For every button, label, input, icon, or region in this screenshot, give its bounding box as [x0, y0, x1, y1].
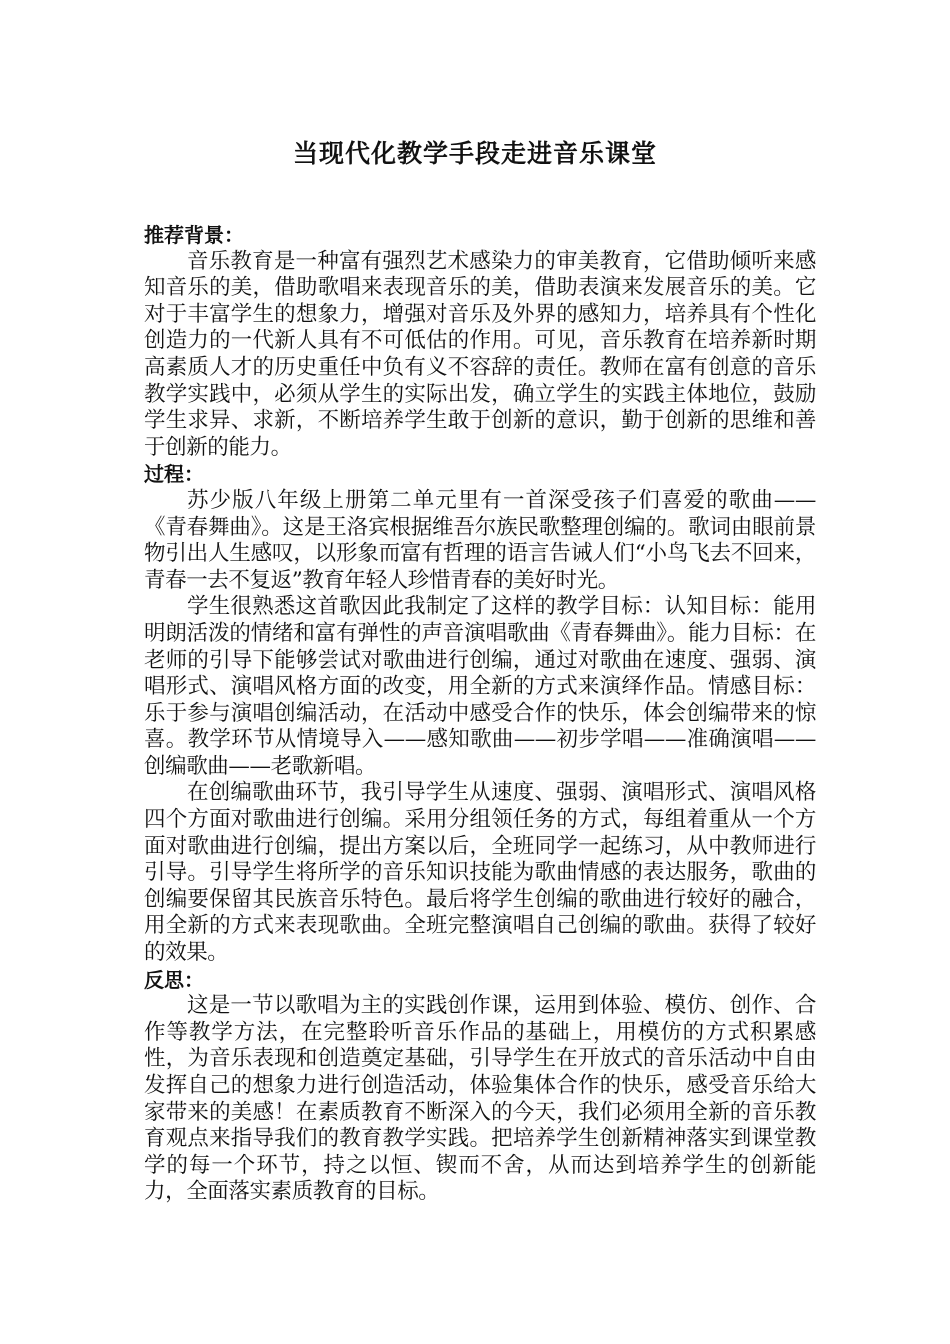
document-title: 当现代化教学手段走进音乐课堂 [292, 139, 657, 168]
section-process [144, 461, 816, 966]
paragraph: 这是一节以歌唱为主的实践创作课，运用到体验、模仿、创作、合作等教学方法，在完整聆听音乐作品的基础上，用模仿的方式积累感性，为音乐表现和创造奠定基础，引导学生在开放式的音乐活动中自由发挥自己的想象力进行创造活动，体验集体合作的快乐，感受音乐给大家带来的美感！在素质教育不断深入的今天，我们必须用全新的音乐教育观点来指导我们的教育教学实践。把培养学生创新精神落实到课堂教学的每一个环节，持之以恒、锲而不舍，从而达到培养学生的创新能力，全面落实素质教育的目标。 [144, 993, 816, 1205]
section-background [144, 222, 816, 461]
paragraph: 在创编歌曲环节，我引导学生从速度、强弱、演唱形式、演唱风格四个方面对歌曲进行创编。采用分组领任务的方式，每组着重从一个方面对歌曲进行创编，提出方案以后，全班同学一起练习，从中教师进行引导。引导学生将所学的音乐知识技能为歌曲情感的表达服务，歌曲的创编要保留其民族音乐特色。最后将学生创编的歌曲进行较好的融合，用全新的方式来表现歌曲。全班完整演唱自己创编的歌曲。获得了较好的效果。 [144, 780, 816, 966]
paragraph: 苏少版八年级上册第二单元里有一首深受孩子们喜爱的歌曲——《青春舞曲》。这是王洛宾根据维吾尔族民歌整理创编的。歌词由眼前景物引出人生感叹，以形象而富有哲理的语言告诫人们“小鸟飞去不回来，青春一去不复返”教育年轻人珍惜青春的美好时光。 [144, 487, 816, 593]
section-reflection [144, 967, 816, 1206]
paragraph: 音乐教育是一种富有强烈艺术感染力的审美教育，它借助倾听来感知音乐的美，借助歌唱来表现音乐的美，借助表演来发展音乐的美。它对于丰富学生的想象力，增强对音乐及外界的感知力，培养具有个性化创造力的一代新人具有不可低估的作用。可见，音乐教育在培养新时期高素质人才的历史重任中负有义不容辞的责任。教师在富有创意的音乐教学实践中，必须从学生的实际出发，确立学生的实践主体地位，鼓励学生求异、求新，不断培养学生敢于创新的意识，勤于创新的思维和善于创新的能力。 [144, 248, 816, 460]
document-body [144, 222, 816, 1206]
section-heading: 推荐背景： [144, 223, 244, 247]
section-heading: 过程： [144, 462, 204, 487]
section-heading: 反思： [144, 967, 204, 992]
paragraph: 学生很熟悉这首歌因此我制定了这样的教学目标：认知目标：能用明朗活泼的情绪和富有弹性的声音演唱歌曲《青春舞曲》。能力目标：在老师的引导下能够尝试对歌曲进行创编，通过对歌曲在速度、强弱、演唱形式、演唱风格方面的改变，用全新的方式来演绎作品。情感目标：乐于参与演唱创编活动，在活动中感受合作的快乐，体会创编带来的惊喜。教学环节从情境导入——感知歌曲——初步学唱——准确演唱——创编歌曲——老歌新唱。 [144, 594, 816, 779]
